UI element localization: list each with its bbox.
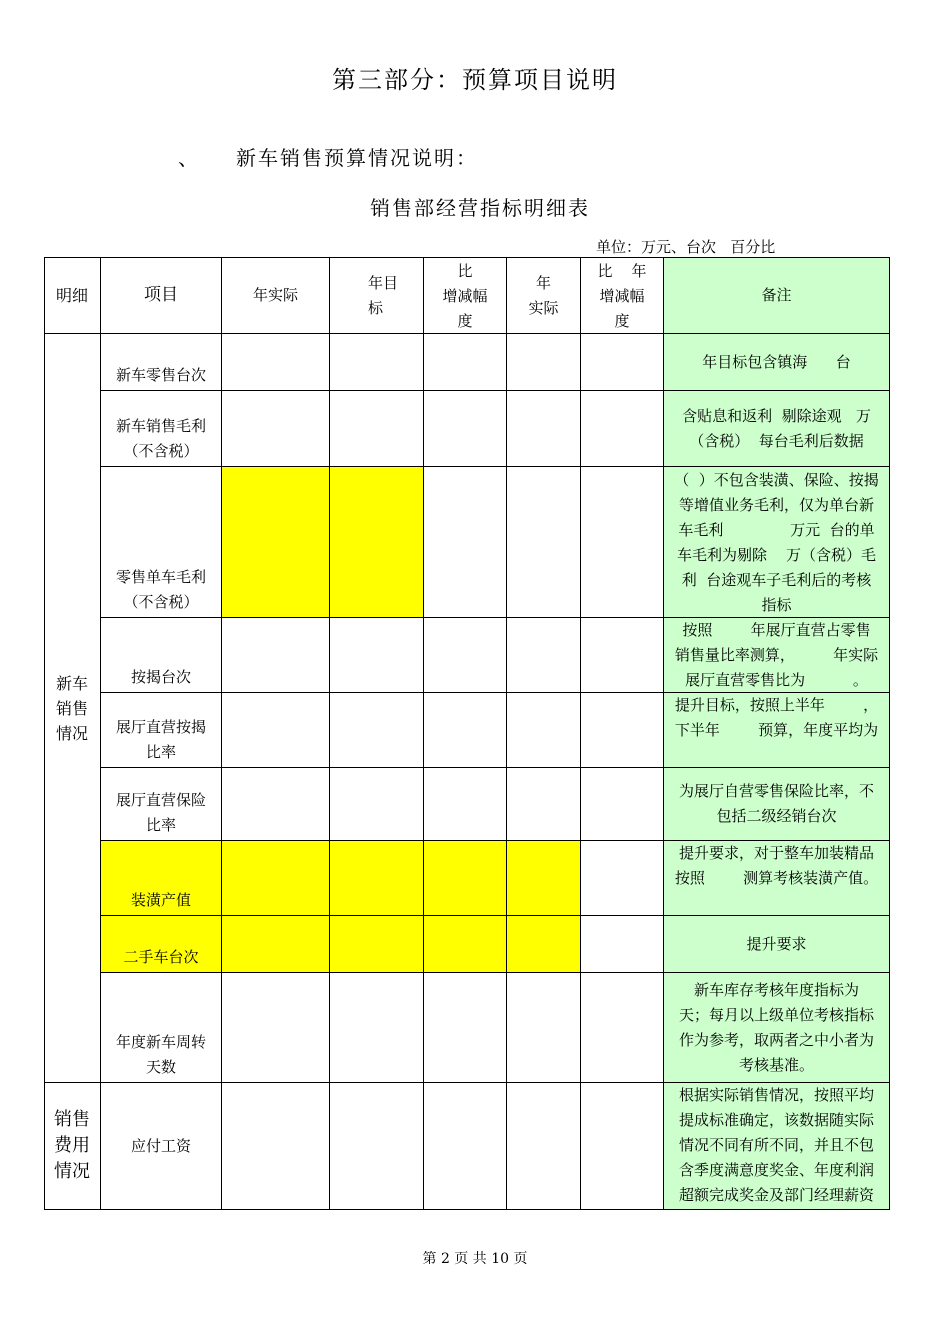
section-title: 新车销售预算情况说明： (236, 146, 478, 170)
header-remark: 备注 (664, 257, 890, 334)
table-cell (424, 391, 507, 467)
header-target: 年目 标 (330, 257, 424, 334)
row-remark: 新车库存考核年度指标为 天；每月以上级单位考核指标 作为参考，取两者之中小者为 考核基准。 (664, 973, 890, 1083)
table-cell (222, 1083, 330, 1210)
row-item: 二手车台次 (101, 916, 222, 973)
row-remark: 为展厅自营零售保险比率，不 包括二级经销台次 (664, 768, 890, 841)
table-cell (330, 618, 424, 693)
table-cell (330, 768, 424, 841)
row-item: 按揭台次 (101, 618, 222, 693)
table-cell (330, 973, 424, 1083)
table-cell (424, 618, 507, 693)
highlight-cell (222, 841, 330, 916)
highlight-cell (330, 841, 424, 916)
highlight-cell (507, 916, 581, 973)
row-item: 应付工资 (101, 1083, 222, 1210)
table-cell (507, 1083, 581, 1210)
table-cell (424, 768, 507, 841)
table-cell (330, 693, 424, 768)
table-cell (222, 618, 330, 693)
row-item: 新车销售毛利 （不含税） (101, 391, 222, 467)
row-item: 展厅直营保险 比率 (101, 768, 222, 841)
table-cell (424, 693, 507, 768)
row-item: 展厅直营按揭 比率 (101, 693, 222, 768)
header-item: 项目 (101, 257, 222, 334)
table-cell (507, 334, 581, 391)
highlight-cell (222, 467, 330, 618)
table-cell (581, 618, 664, 693)
table-cell (581, 1083, 664, 1210)
table-cell (330, 391, 424, 467)
unit-note: 单位：万元、台次 百分比 (596, 238, 776, 256)
highlight-cell (222, 916, 330, 973)
table-cell (424, 1083, 507, 1210)
page-footer: 第 2 页 共 10 页 (422, 1251, 528, 1267)
section-heading (178, 142, 478, 171)
table-cell (222, 973, 330, 1083)
row-remark: （ ）不包含装潢、保险、按揭 等增值业务毛利，仅为单台新 车毛利 万元 台的单 车毛利为剔除 万（含税）毛 利 台途观车子毛利后的考核 指标 (664, 467, 890, 618)
table-cell (581, 768, 664, 841)
header-actual-2: 年 实际 (507, 257, 581, 334)
table-cell (222, 768, 330, 841)
table-cell (581, 391, 664, 467)
row-remark: 提升要求 (664, 916, 890, 973)
group-new-car-sales: 新车 销售 情况 (44, 334, 101, 1083)
table-cell (507, 618, 581, 693)
table-cell (222, 391, 330, 467)
row-remark: 含贴息和返利 剔除途观 万 （含税） 每台毛利后数据 (664, 391, 890, 467)
row-remark: 根据实际销售情况，按照平均 提成标准确定，该数据随实际 情况不同有所不同，并且不包 含季度满意度奖金、年度利润 超额完成奖金及部门经理薪资 (664, 1083, 890, 1210)
highlight-cell (424, 916, 507, 973)
table-cell (581, 973, 664, 1083)
table-cell (581, 467, 664, 618)
table-cell (581, 334, 664, 391)
table-cell (330, 1083, 424, 1210)
page-title: 第三部分：预算项目说明 (332, 66, 618, 94)
table-cell (424, 334, 507, 391)
header-actual: 年实际 (222, 257, 330, 334)
header-change-rate-1: 比 增减幅 度 (424, 257, 507, 334)
highlight-cell (330, 467, 424, 618)
row-item: 装潢产值 (101, 841, 222, 916)
table-cell (424, 467, 507, 618)
indicator-table (44, 257, 890, 1210)
table-cell (222, 334, 330, 391)
row-item: 新车零售台次 (101, 334, 222, 391)
row-item: 零售单车毛利 （不含税） (101, 467, 222, 618)
table-cell (507, 391, 581, 467)
table-cell (581, 693, 664, 768)
table-cell (424, 973, 507, 1083)
row-remark: 提升目标，按照上半年 ， 下半年 预算，年度平均为 (664, 693, 890, 768)
table-cell (581, 916, 664, 973)
header-detail: 明细 (44, 257, 101, 334)
table-cell (222, 693, 330, 768)
row-remark: 提升要求，对于整车加装精品 按照 测算考核装潢产值。 (664, 841, 890, 916)
group-sales-expense: 销售 费用 情况 (44, 1083, 101, 1210)
section-marker: 、 (178, 146, 200, 170)
highlight-cell (507, 841, 581, 916)
row-remark: 年目标包含镇海 台 (664, 334, 890, 391)
highlight-cell (424, 841, 507, 916)
highlight-cell (330, 916, 424, 973)
table-cell (330, 334, 424, 391)
row-remark: 按照 年展厅直营占零售 销售量比率测算， 年实际 展厅直营零售比为 。 (664, 618, 890, 693)
table-title: 销售部经营指标明细表 (370, 196, 590, 220)
table-cell (581, 841, 664, 916)
row-item: 年度新车周转 天数 (101, 973, 222, 1083)
table-cell (507, 693, 581, 768)
table-cell (507, 973, 581, 1083)
table-cell (507, 467, 581, 618)
header-change-rate-2: 比 年 增减幅 度 (581, 257, 664, 334)
table-cell (507, 768, 581, 841)
